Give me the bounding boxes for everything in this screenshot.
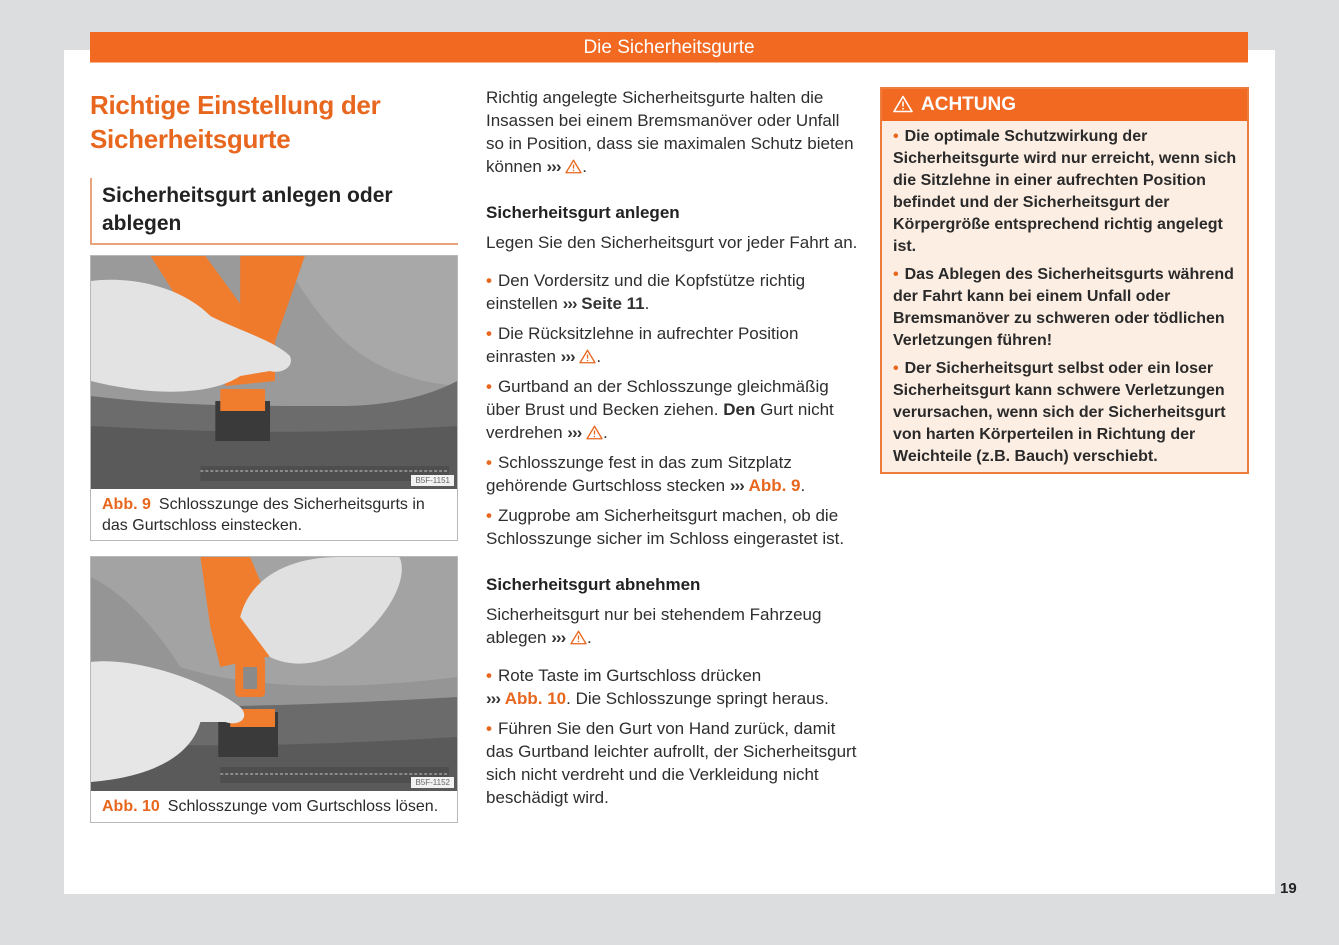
- figure-9: [90, 255, 458, 541]
- list-item: • Den Vordersitz und die Kopfstütze richtig einstellen ››› Seite 11.: [486, 271, 806, 313]
- list-item: • Zugprobe am Sicherheitsgurt machen, ob die Schlosszunge sicher im Schloss eingerastet ist.: [486, 506, 845, 548]
- list-item: • Schlosszunge fest in das zum Sitzplatz gehörende Gurtschloss stecken ››› Abb. 9.: [486, 453, 806, 495]
- bullet-icon: •: [486, 666, 492, 685]
- warning-item: • Die optimale Schutzwirkung der Sicherheitsgurte wird nur erreicht, wenn sich die Sitzlehne in einer aufrechten Position befindet und der Sicherheitsgurt der Körpergröße entsprechend richtig angelegt ist.: [893, 128, 1237, 255]
- figure-reference-link[interactable]: Abb. 10: [504, 689, 567, 708]
- bullet-icon: •: [486, 719, 492, 738]
- list-item: • Die Rücksitzlehne in aufrechter Position einrasten ››› .: [486, 324, 799, 366]
- bullet-icon: •: [486, 324, 492, 343]
- intro-paragraph: Richtig angelegte Sicherheitsgurte halten die Insassen bei einem Bremsmanöver oder Unfall so in Position, dass sie maximalen Schutz bieten können ››› .: [486, 88, 854, 176]
- bullet-icon: •: [486, 377, 492, 396]
- figure-label: Abb. 10: [102, 798, 160, 815]
- bullet-icon: •: [893, 266, 899, 283]
- left-column: [90, 88, 458, 245]
- subheading-abnehmen: Sicherheitsgurt abnehmen: [486, 575, 701, 594]
- page-number: 19: [1280, 880, 1297, 897]
- figure-caption: [91, 791, 457, 821]
- bullet-icon: •: [486, 506, 492, 525]
- ref-arrow: ›››: [546, 157, 561, 176]
- bullet-icon: •: [893, 360, 899, 377]
- warning-item: • Der Sicherheitsgurt selbst oder ein loser Sicherheitsgurt kann schwere Verletzungen verursachen, wenn sich der Sicherheitsgurt von harten Körperteilen in Richtung der Weichteile (z.B. Bauch) verschiebt.: [893, 360, 1226, 465]
- warning-body: [882, 121, 1247, 472]
- seatbelt-illustration-release: [91, 557, 457, 791]
- bullet-icon: •: [486, 271, 492, 290]
- image-code: B5F-1151: [411, 475, 454, 486]
- warning-item: • Das Ablegen des Sicherheitsgurts während der Fahrt kann bei einem Unfall oder Bremsmanöver zu schweren oder tödlichen Verletzungen führen!: [893, 266, 1234, 349]
- list-item: • Rote Taste im Gurtschloss drücken ››› Abb. 10. Die Schlosszunge springt heraus.: [486, 666, 829, 708]
- figure-image-buckle-insert: [91, 256, 457, 489]
- chapter-header: [90, 32, 1248, 63]
- bullet-icon: •: [893, 128, 899, 145]
- figure-caption-text: Schlosszunge vom Gurtschloss lösen.: [167, 798, 439, 815]
- warning-triangle-icon[interactable]: [570, 630, 587, 645]
- figure-10: [90, 556, 458, 823]
- warning-header: [882, 89, 1247, 121]
- section-title: Sicherheitsgurt anlegen oder ablegen: [90, 178, 458, 245]
- figure-caption-text: Schlosszunge des Sicherheitsgurts in das Gurtschloss einstecken.: [102, 496, 425, 534]
- list-item: • Führen Sie den Gurt von Hand zurück, damit das Gurtband leichter aufrollt, der Sicherheitsgurt sich nicht verdreht und die Verkleidung nicht beschädigt wird.: [486, 719, 857, 807]
- bullet-icon: •: [486, 453, 492, 472]
- figure-caption: [91, 489, 457, 540]
- list-item: • Gurtband an der Schlosszunge gleichmäßig über Brust und Becken ziehen. Den Gurt nicht verdrehen ››› .: [486, 377, 834, 442]
- warning-triangle-icon[interactable]: [586, 425, 603, 440]
- seatbelt-illustration-insert: [91, 256, 457, 489]
- middle-column: [486, 86, 858, 816]
- figure-reference-link[interactable]: Abb. 9: [748, 476, 801, 495]
- abnehmen-intro: Sicherheitsgurt nur bei stehendem Fahrzeug ablegen ››› .: [486, 605, 822, 647]
- warning-box: [880, 87, 1249, 474]
- chapter-title: Die Sicherheitsgurte: [583, 37, 755, 58]
- figure-image-buckle-release: [91, 557, 457, 791]
- warning-title: ACHTUNG: [921, 94, 1016, 115]
- subheading-anlegen: Sicherheitsgurt anlegen: [486, 203, 680, 222]
- warning-triangle-icon: [893, 95, 913, 113]
- page-title: Richtige Einstellung der Sicherheitsgurte: [90, 90, 381, 154]
- warning-triangle-icon[interactable]: [565, 159, 582, 174]
- figure-label: Abb. 9: [102, 496, 151, 513]
- anlegen-intro: Legen Sie den Sicherheitsgurt vor jeder Fahrt an.: [486, 233, 858, 252]
- page-reference-link[interactable]: Seite 11: [581, 294, 645, 313]
- warning-triangle-icon[interactable]: [579, 349, 596, 364]
- image-code: B5F-1152: [411, 777, 454, 788]
